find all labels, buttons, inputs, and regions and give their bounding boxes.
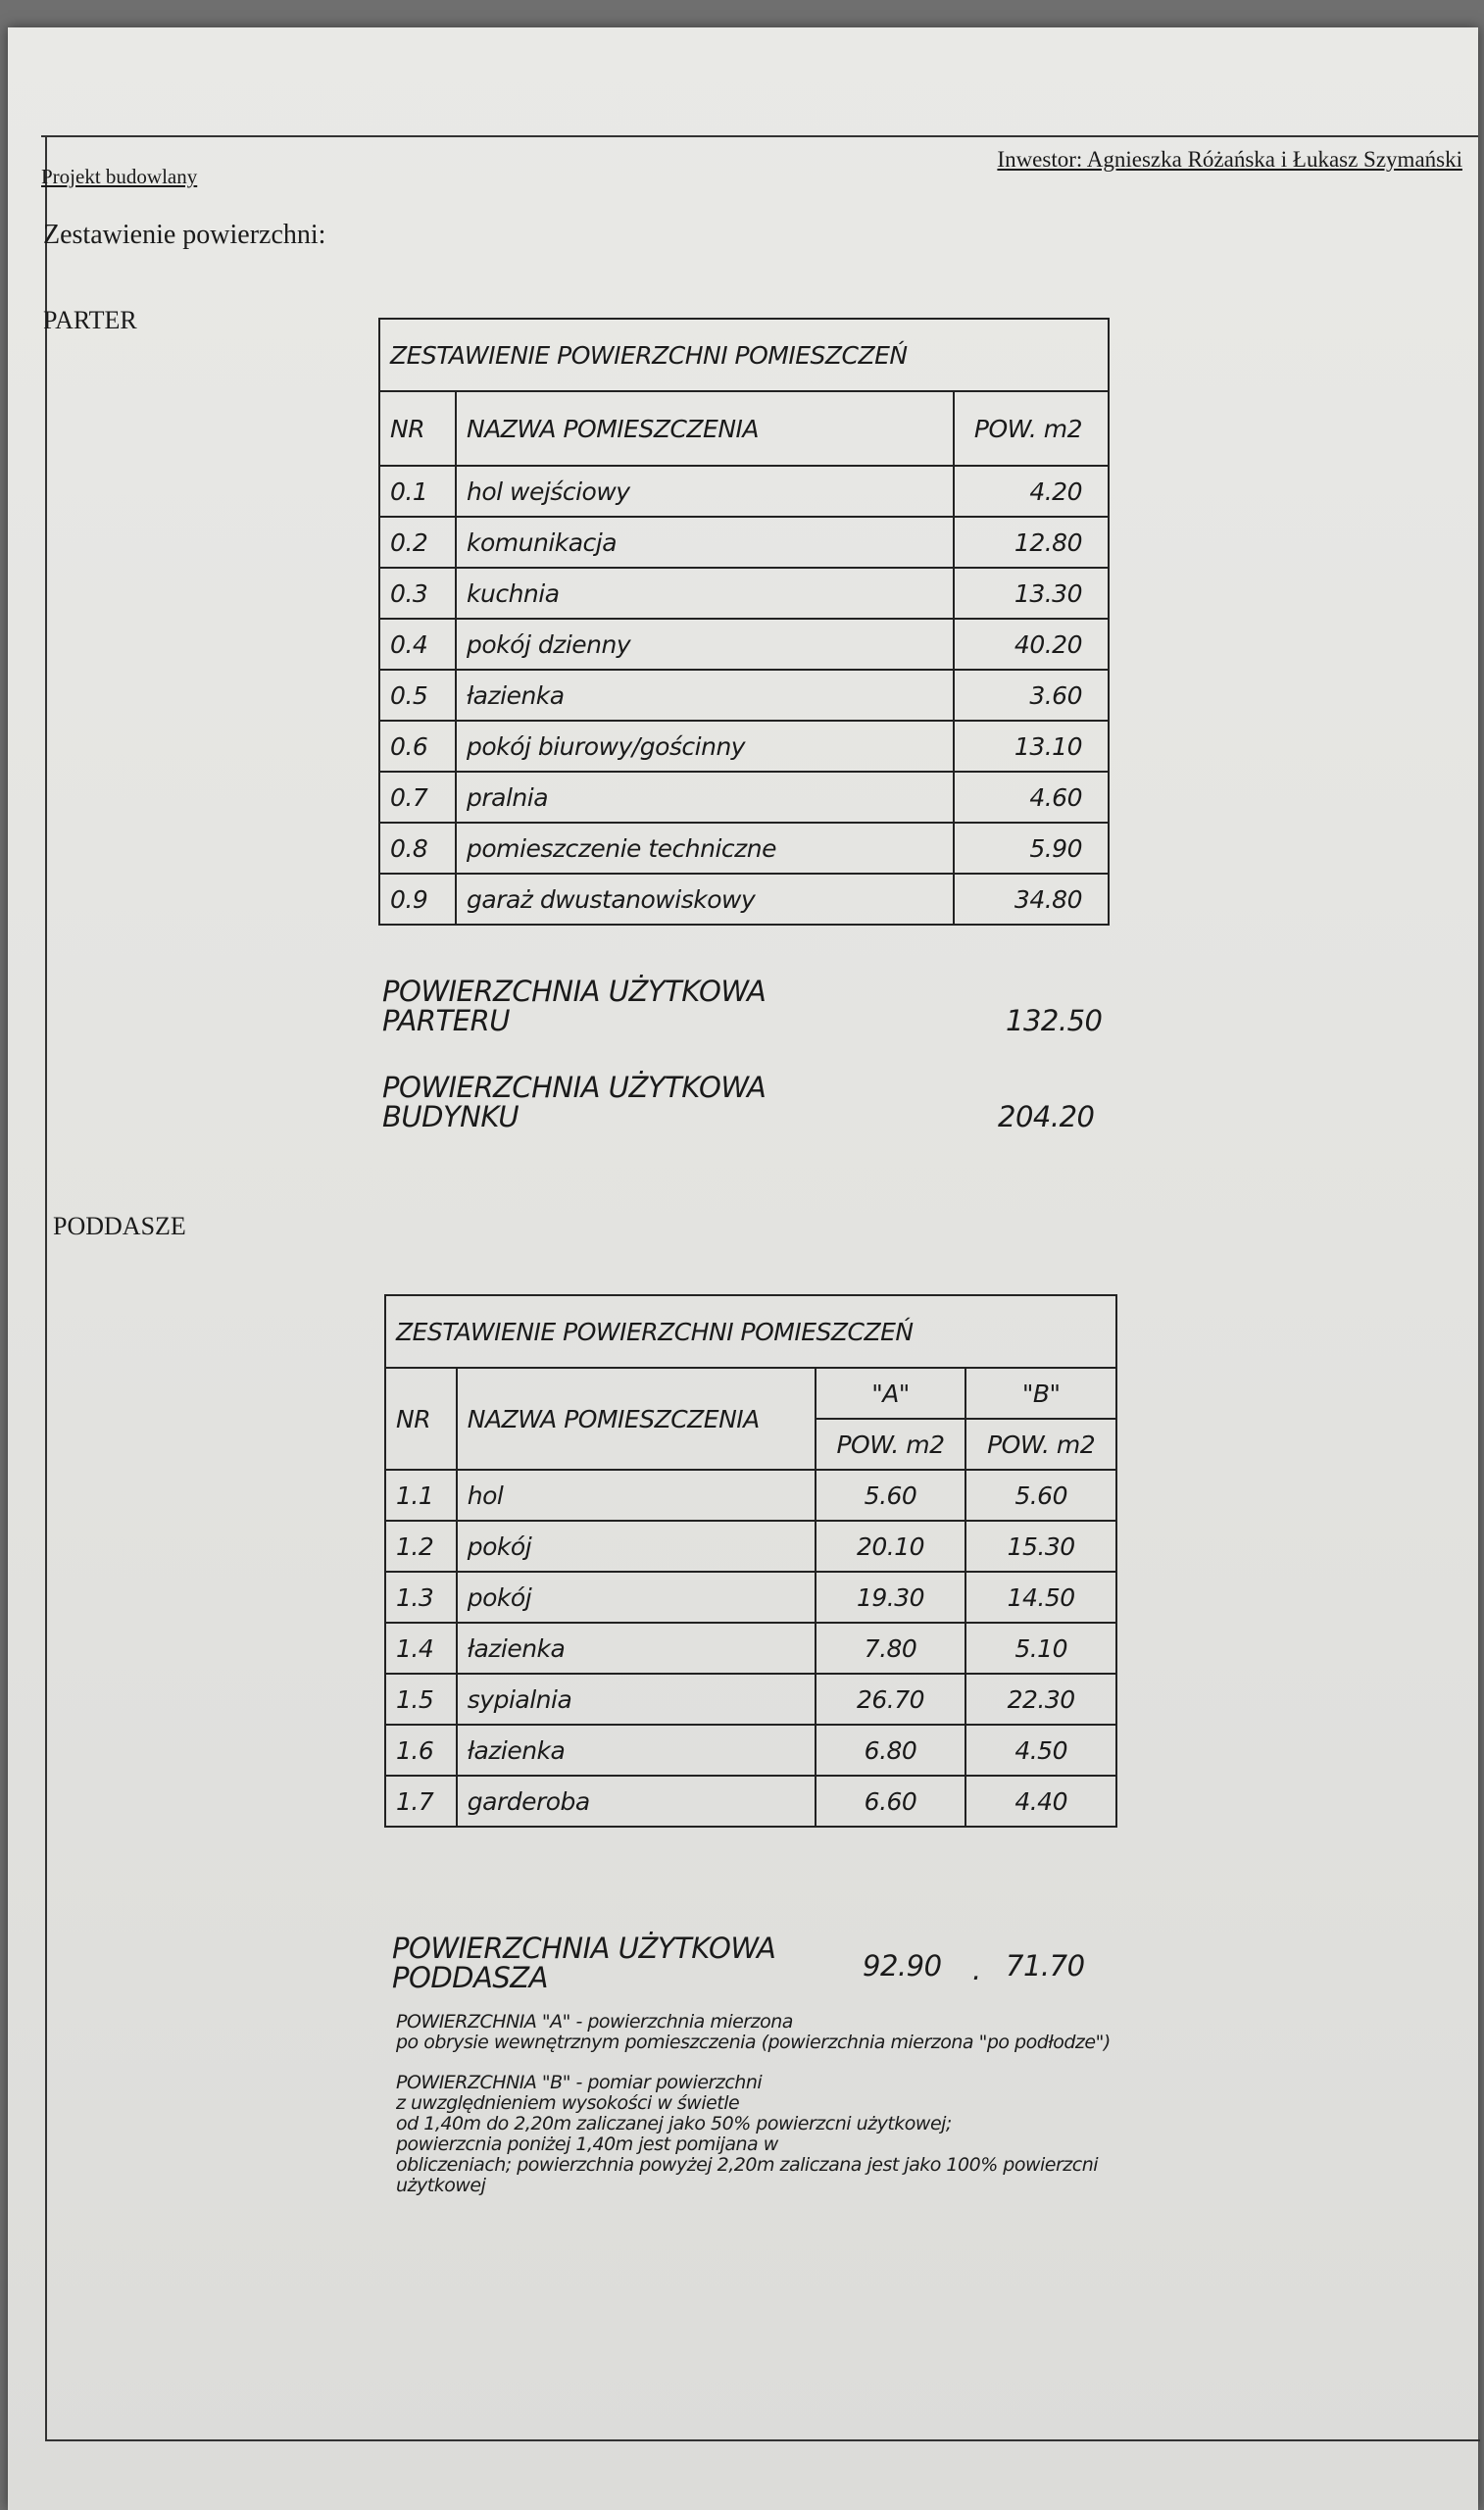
note-b-line4: powierzcnia poniżej 1,40m jest pomijana w: [396, 2134, 778, 2155]
table-row: [385, 1623, 1116, 1674]
parter-sum-value: 132.50: [1006, 1004, 1103, 1037]
header-investor: Inwestor: Agnieszka Różańska i Łukasz Szymański: [997, 147, 1462, 172]
cell-name: komunikacja: [456, 517, 954, 568]
col-header-b: "B": [965, 1368, 1116, 1419]
col-header-nr: NR: [385, 1368, 457, 1470]
note-b-line6: użytkowej: [396, 2175, 486, 2196]
cell-name: pralnia: [456, 772, 954, 823]
poddasze-sum-b: 71.70: [1006, 1949, 1085, 1983]
table-row: [379, 517, 1109, 568]
cell-nr: 0.1: [379, 466, 456, 517]
cell-pow-a: 7.80: [816, 1623, 966, 1674]
table-row: [379, 619, 1109, 670]
note-a: [396, 2012, 1111, 2053]
cell-pow-b: 22.30: [965, 1674, 1116, 1725]
cell-nr: 0.6: [379, 721, 456, 772]
poddasze-label: PODDASZE: [53, 1212, 186, 1240]
col-header-pow: POW. m2: [954, 391, 1109, 466]
table-row: [385, 1776, 1116, 1827]
table-row: [379, 874, 1109, 925]
cell-nr: 1.5: [385, 1674, 457, 1725]
cell-pow: 5.90: [954, 823, 1109, 874]
note-a-line1: POWIERZCHNIA "A" - powierzchnia mierzona: [396, 2011, 793, 2033]
cell-name: hol wejściowy: [456, 466, 954, 517]
document-page: [8, 27, 1478, 2510]
cell-name: sypialnia: [457, 1674, 816, 1725]
cell-pow-a: 6.60: [816, 1776, 966, 1827]
cell-nr: 0.3: [379, 568, 456, 619]
cell-name: pokój: [457, 1572, 816, 1623]
building-sum-label-line2: BUDYNKU: [382, 1100, 519, 1133]
poddasze-sum-a: 92.90: [863, 1949, 942, 1983]
table-row: [379, 670, 1109, 721]
col-header-a: "A": [816, 1368, 966, 1419]
cell-pow-a: 5.60: [816, 1470, 966, 1521]
cell-name: łazienka: [457, 1725, 816, 1776]
note-b-line1: POWIERZCHNIA "B" - pomiar powierzchni: [396, 2072, 763, 2093]
note-b: [396, 2073, 1098, 2196]
parter-area-table: [378, 318, 1110, 926]
cell-pow-b: 4.50: [965, 1725, 1116, 1776]
table-row: [379, 772, 1109, 823]
note-b-line3: od 1,40m do 2,20m zaliczanej jako 50% powierzcni użytkowej;: [396, 2113, 952, 2134]
cell-nr: 1.3: [385, 1572, 457, 1623]
parter-sum-label-line1: POWIERZCHNIA UŻYTKOWA: [382, 975, 767, 1008]
cell-name: garaż dwustanowiskowy: [456, 874, 954, 925]
col-header-name: NAZWA POMIESZCZENIA: [457, 1368, 816, 1470]
poddasze-sum-label-line2: PODDASZA: [392, 1961, 548, 1994]
cell-pow-a: 20.10: [816, 1521, 966, 1572]
cell-nr: 1.2: [385, 1521, 457, 1572]
cell-name: garderoba: [457, 1776, 816, 1827]
cell-pow-a: 6.80: [816, 1725, 966, 1776]
cell-pow: 4.20: [954, 466, 1109, 517]
col-header-pow-a: POW. m2: [816, 1419, 966, 1470]
cell-name: hol: [457, 1470, 816, 1521]
table-row: [379, 466, 1109, 517]
note-a-line2: po obrysie wewnętrznym pomieszczenia (powierzchnia mierzona "po podłodze"): [396, 2032, 1111, 2053]
cell-pow-b: 5.60: [965, 1470, 1116, 1521]
cell-nr: 0.2: [379, 517, 456, 568]
cell-name: pokój biurowy/gościnny: [456, 721, 954, 772]
cell-name: kuchnia: [456, 568, 954, 619]
section-title: Zestawienie powierzchni:: [43, 220, 326, 250]
table-row: [385, 1674, 1116, 1725]
parter-label: PARTER: [43, 306, 137, 334]
col-header-name: NAZWA POMIESZCZENIA: [456, 391, 954, 466]
cell-pow: 12.80: [954, 517, 1109, 568]
table-row: [385, 1572, 1116, 1623]
cell-pow: 34.80: [954, 874, 1109, 925]
header-project-label: Projekt budowlany: [41, 165, 198, 188]
building-sum-value: 204.20: [998, 1100, 1095, 1133]
cell-name: łazienka: [456, 670, 954, 721]
poddasze-sum-label: [392, 1933, 775, 1992]
table-row: [385, 1470, 1116, 1521]
table-row: [379, 568, 1109, 619]
cell-nr: 1.4: [385, 1623, 457, 1674]
parter-table-title: ZESTAWIENIE POWIERZCHNI POMIESZCZEŃ: [379, 319, 1109, 391]
building-sum-label: [382, 1073, 766, 1131]
cell-name: pokój dzienny: [456, 619, 954, 670]
cell-nr: 0.4: [379, 619, 456, 670]
cell-pow: 3.60: [954, 670, 1109, 721]
cell-pow: 40.20: [954, 619, 1109, 670]
cell-nr: 1.7: [385, 1776, 457, 1827]
parter-sum-label-line2: PARTERU: [382, 1004, 510, 1037]
cell-pow-a: 26.70: [816, 1674, 966, 1725]
cell-pow: 13.10: [954, 721, 1109, 772]
cell-nr: 1.1: [385, 1470, 457, 1521]
col-header-pow-b: POW. m2: [965, 1419, 1116, 1470]
cell-pow-b: 14.50: [965, 1572, 1116, 1623]
poddasze-table-title: ZESTAWIENIE POWIERZCHNI POMIESZCZEŃ: [385, 1295, 1116, 1368]
table-row: [379, 721, 1109, 772]
poddasze-sum-separator: .: [972, 1953, 981, 1986]
cell-pow-b: 4.40: [965, 1776, 1116, 1827]
cell-nr: 0.9: [379, 874, 456, 925]
cell-name: łazienka: [457, 1623, 816, 1674]
cell-pow: 4.60: [954, 772, 1109, 823]
cell-pow-b: 15.30: [965, 1521, 1116, 1572]
cell-nr: 0.8: [379, 823, 456, 874]
note-b-line5: obliczeniach; powierzchnia powyżej 2,20m zaliczana jest jako 100% powierzcni: [396, 2154, 1099, 2176]
poddasze-area-table: [384, 1294, 1117, 1828]
parter-sum-label: [382, 977, 766, 1035]
cell-nr: 0.5: [379, 670, 456, 721]
col-header-nr: NR: [379, 391, 456, 466]
cell-pow-a: 19.30: [816, 1572, 966, 1623]
table-row: [385, 1521, 1116, 1572]
cell-name: pokój: [457, 1521, 816, 1572]
cell-nr: 0.7: [379, 772, 456, 823]
table-row: [379, 823, 1109, 874]
cell-name: pomieszczenie techniczne: [456, 823, 954, 874]
cell-pow: 13.30: [954, 568, 1109, 619]
poddasze-sum-label-line1: POWIERZCHNIA UŻYTKOWA: [392, 1932, 776, 1965]
cell-pow-b: 5.10: [965, 1623, 1116, 1674]
building-sum-label-line1: POWIERZCHNIA UŻYTKOWA: [382, 1071, 767, 1104]
cell-nr: 1.6: [385, 1725, 457, 1776]
note-b-line2: z uwzględnieniem wysokości w świetle: [396, 2092, 740, 2114]
table-row: [385, 1725, 1116, 1776]
